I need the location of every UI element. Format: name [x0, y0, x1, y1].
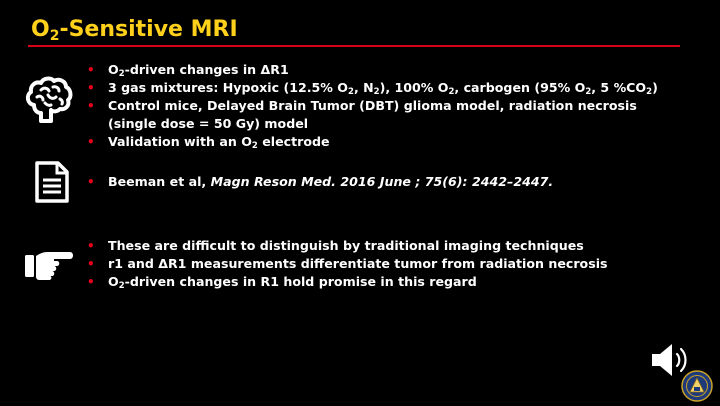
list-item: • Validation with an $O_2$ electrode [87, 133, 677, 151]
pointing-hand-icon [24, 248, 76, 282]
citation-list [87, 173, 687, 191]
list-item: • $O_2$-driven changes in ΔR1 [87, 61, 677, 79]
list-item: • r1 and ΔR1 measurements differentiate tumor from radiation necrosis [87, 255, 687, 273]
university-seal-icon [681, 370, 713, 402]
citation: • Beeman et al, Magn Reson Med. 2016 June ; 75(6): 2442–2447. [87, 173, 687, 191]
list-item: • Control mice, Delayed Brain Tumor (DBT) glioma model, radiation necrosis (single dose = 50 Gy) model [87, 97, 677, 133]
document-icon [34, 160, 70, 204]
list-item: • 3 gas mixtures: Hypoxic (12.5% $O_2$, $N_2$), 100% $O_2$, carbogen (95% $O_2$, 5 $\%CO_2$) [87, 79, 677, 97]
title-underline [28, 45, 680, 47]
list-item: • $O_2$-driven changes in R1 hold promise in this regard [87, 273, 687, 291]
brain-icon [24, 75, 74, 123]
implications-list [87, 237, 687, 291]
list-item: • These are difficult to distinguish by traditional imaging techniques [87, 237, 687, 255]
slide-title: $O_2$-Sensitive MRI [31, 17, 238, 44]
study-details-list [87, 61, 677, 151]
